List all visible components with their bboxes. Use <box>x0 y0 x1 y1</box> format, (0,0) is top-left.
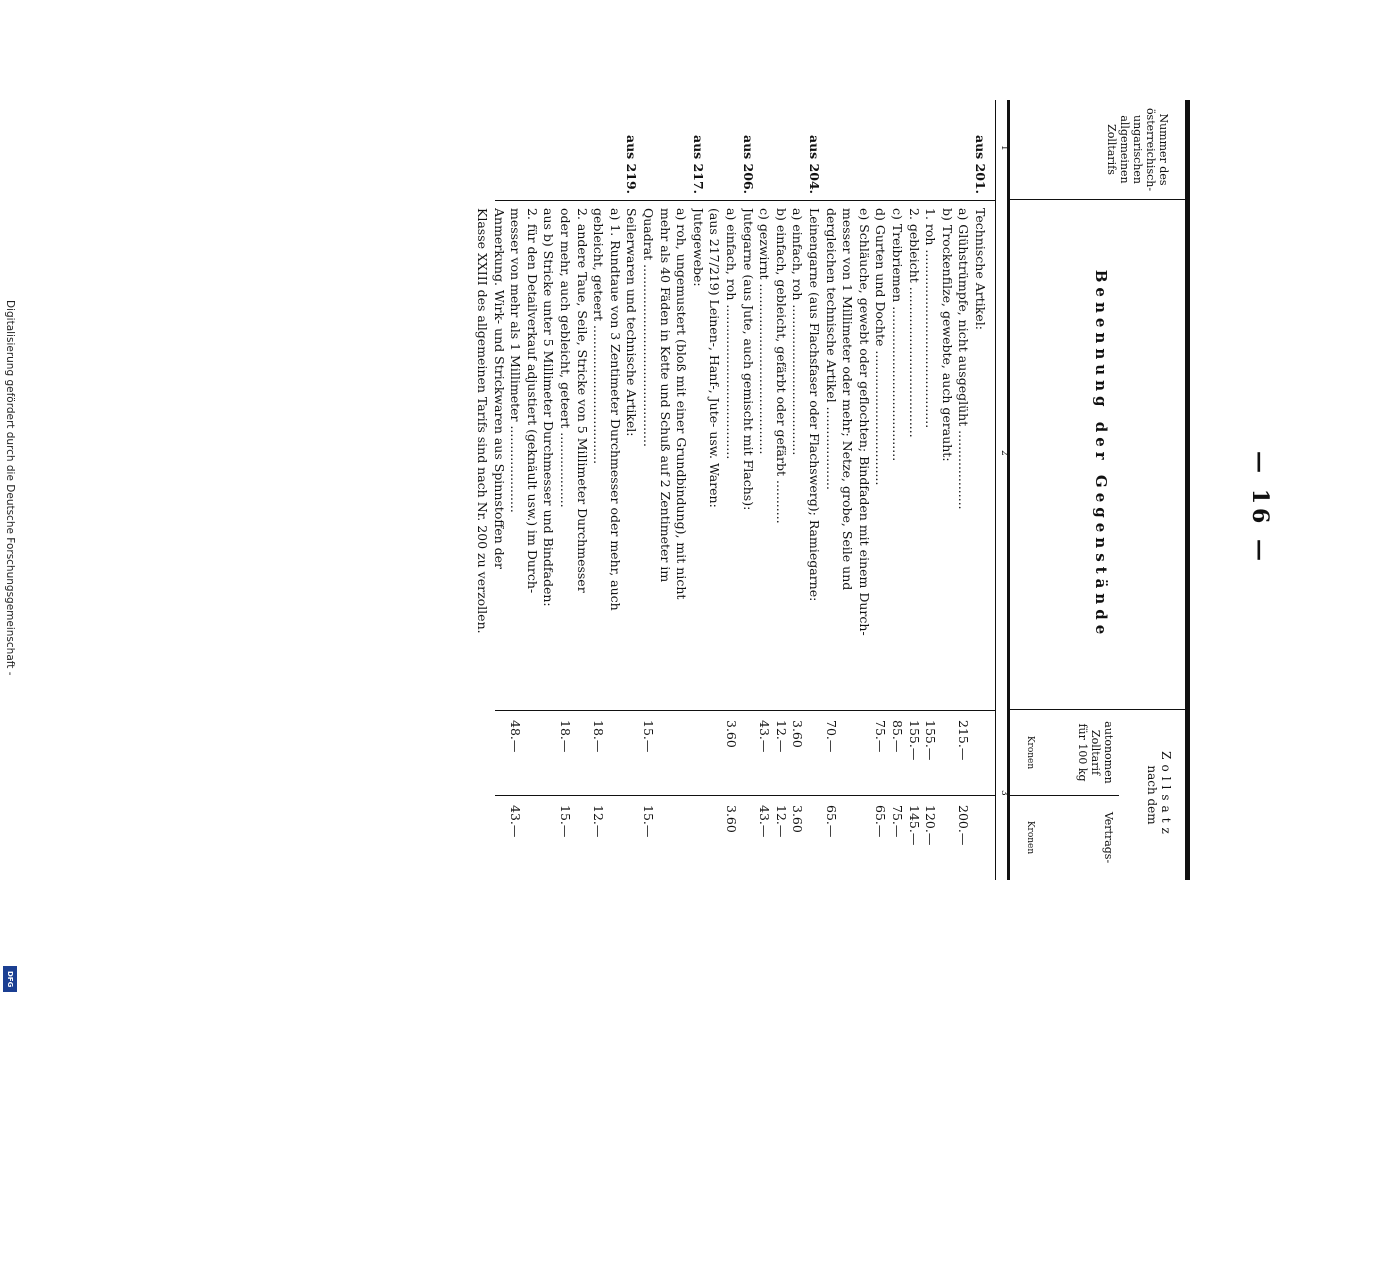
header-tariff-number: Nummer des österreichisch-ungarischen allgemeinen Zolltarifs <box>1010 100 1185 200</box>
row-rate-contract: 12.— <box>591 805 607 838</box>
row-description: (aus 217/219) Leinen-, Hanf-, Jute- usw. Waren: <box>707 208 723 508</box>
row-description: b) Trockenfilze, gewebte, auch gerauht: <box>939 208 955 462</box>
row-description: 2. andere Taue, Seile, Stricke von 5 Millimeter Durchmesser <box>574 208 590 593</box>
row-rate-autonomous: 70.— <box>823 720 839 753</box>
column-number-2: 2 <box>999 450 1009 456</box>
row-rate-contract: 200.— <box>956 805 972 846</box>
row-description: aus b) Stricke unter 5 Millimeter Durchmesser und Bindfaden: <box>541 208 557 607</box>
row-rate-autonomous: 15.— <box>641 720 656 753</box>
row-rate-autonomous: 85.— <box>890 720 905 753</box>
row-rate-contract: 65.— <box>823 805 839 838</box>
row-description: messer von 1 Millimeter oder mehr; Netze, grobe, Seile und <box>840 208 856 591</box>
row-description: Jutegewebe: <box>690 208 706 287</box>
row-description: Seilerwaren und technische Artikel: <box>624 208 640 437</box>
row-number: aus 219. <box>624 134 640 194</box>
column-numbers <box>995 100 1010 880</box>
row-description: oder mehr, auch gebleicht, geteert ................... <box>558 208 573 508</box>
column-number-1: 1 <box>999 145 1009 151</box>
row-description: a) Glühstrümpfe, nicht ausgeglüht .................... <box>956 208 972 510</box>
unit-contract: Kronen <box>1025 820 1035 855</box>
row-rate-autonomous: 12.— <box>773 720 789 753</box>
row-rate-contract: 15.— <box>558 805 573 838</box>
row-description: d) Gurten und Dochte .................................. <box>873 208 889 486</box>
row-rate-contract: 145.— <box>906 805 922 846</box>
header-duty-title: Zollsatz <box>1159 751 1173 839</box>
row-description: 2. gebleicht ...................................... <box>906 208 922 438</box>
row-description: c) gezwirnt ........................................... <box>757 208 773 455</box>
header-duty-rate <box>1010 710 1185 880</box>
row-description: 1. roh ............................................. <box>923 208 939 429</box>
table-body <box>60 100 995 880</box>
header-autonomous <box>1076 710 1115 795</box>
row-number: aus 217. <box>690 134 706 194</box>
header-item-names-title: Benennung der Gegenstände <box>1092 269 1110 640</box>
header-duty-top <box>1145 710 1173 880</box>
table-top-rule <box>1185 100 1190 880</box>
row-rate-contract: 3.60 <box>724 805 739 833</box>
row-rate-autonomous: 75.— <box>873 720 889 753</box>
row-rate-autonomous: 3.60 <box>790 720 806 748</box>
funding-note: Digitalisierung gefördert durch die Deutsche Forschungsgemeinschaft - <box>4 300 16 676</box>
row-rate-contract: 43.— <box>757 805 773 838</box>
row-rate-autonomous: 48.— <box>508 720 524 753</box>
table-row <box>471 100 493 880</box>
row-rate-autonomous: 215.— <box>956 720 972 761</box>
row-rate-contract: 15.— <box>641 805 656 838</box>
row-description: gebleicht, geteert ................................... <box>591 208 607 465</box>
sidebar <box>0 0 20 1000</box>
row-description: Leinengarne (aus Flachsfaser oder Flachswerg); Ramiegarne: <box>807 208 822 602</box>
header-per-100kg-label: für 100 kg <box>1076 723 1089 782</box>
dfg-logo: DFG <box>3 966 17 992</box>
row-description: mehr als 40 Fäden in Kette und Schuß auf 2 Zentimeter im <box>657 208 673 583</box>
tariff-table <box>60 100 1190 880</box>
row-description: Technische Artikel: <box>973 208 988 330</box>
row-description: Anmerkung. Wirk- und Strickwaren aus Spinnstoffen der <box>491 208 507 570</box>
header-contract <box>1102 795 1115 880</box>
table-header <box>1007 100 1185 880</box>
row-description: 2. für den Detailverkauf adjustiert (geknäult usw.) im Durch- <box>524 208 540 594</box>
header-zolltarif-label: Zolltarif <box>1089 729 1102 776</box>
row-description: dergleichen technische Artikel ..................... <box>823 208 839 491</box>
row-description: Klasse XXIII des allgemeinen Tarifs sind nach Nr. 200 zu verzollen. <box>475 208 490 634</box>
row-number: aus 201. <box>973 134 988 194</box>
row-rate-autonomous: 155.— <box>906 720 922 761</box>
row-rate-autonomous: 155.— <box>923 720 939 761</box>
page-number-box <box>1240 440 1280 570</box>
row-description: e) Schläuche, gewebt oder geflochten; Bindfaden mit einem Durch- <box>856 208 872 636</box>
row-description: messer von mehr als 1 Millimeter ...................... <box>508 208 524 513</box>
column-number-3: 3 <box>999 790 1009 796</box>
row-description: a) 1. Rundtaue von 3 Zentimeter Durchmesser oder mehr, auch <box>607 208 623 611</box>
page-number: — 16 — <box>1247 451 1273 565</box>
row-rate-contract: 75.— <box>890 805 905 838</box>
header-item-names <box>1010 200 1185 710</box>
row-rate-contract: 12.— <box>773 805 789 838</box>
row-number: aus 206. <box>740 134 756 194</box>
row-rate-autonomous: 18.— <box>558 720 573 753</box>
row-rate-contract: 3.60 <box>790 805 806 833</box>
row-rate-contract: 65.— <box>873 805 889 838</box>
row-description: a) roh, ungemustert (bloß mit einer Grundbindung), mit nicht <box>674 208 690 600</box>
row-description: a) einfach, roh ....................................... <box>724 208 739 460</box>
row-description: a) einfach, roh ...................................... <box>790 208 806 456</box>
row-description: Quadrat .............................................. <box>641 208 656 447</box>
row-number: aus 204. <box>807 134 822 194</box>
row-rate-contract: 120.— <box>923 805 939 846</box>
row-description: c) Treibriemen ....................................... <box>890 208 905 462</box>
unit-autonomous: Kronen <box>1025 735 1035 770</box>
row-description: b) einfach, gebleicht, gefärbt oder gefärbt ........... <box>773 208 789 524</box>
row-description: Jutegarne (aus Jute, auch gemischt mit Flachs): <box>740 208 756 511</box>
row-rate-autonomous: 3.60 <box>724 720 739 748</box>
header-autonomous-label: autonomen <box>1102 721 1115 784</box>
row-rate-autonomous: 18.— <box>591 720 607 753</box>
header-duty-sub: nach dem <box>1145 765 1159 825</box>
row-rate-contract: 43.— <box>508 805 524 838</box>
row-rate-autonomous: 43.— <box>757 720 773 753</box>
header-contract-label: Vertrags- <box>1102 811 1115 864</box>
